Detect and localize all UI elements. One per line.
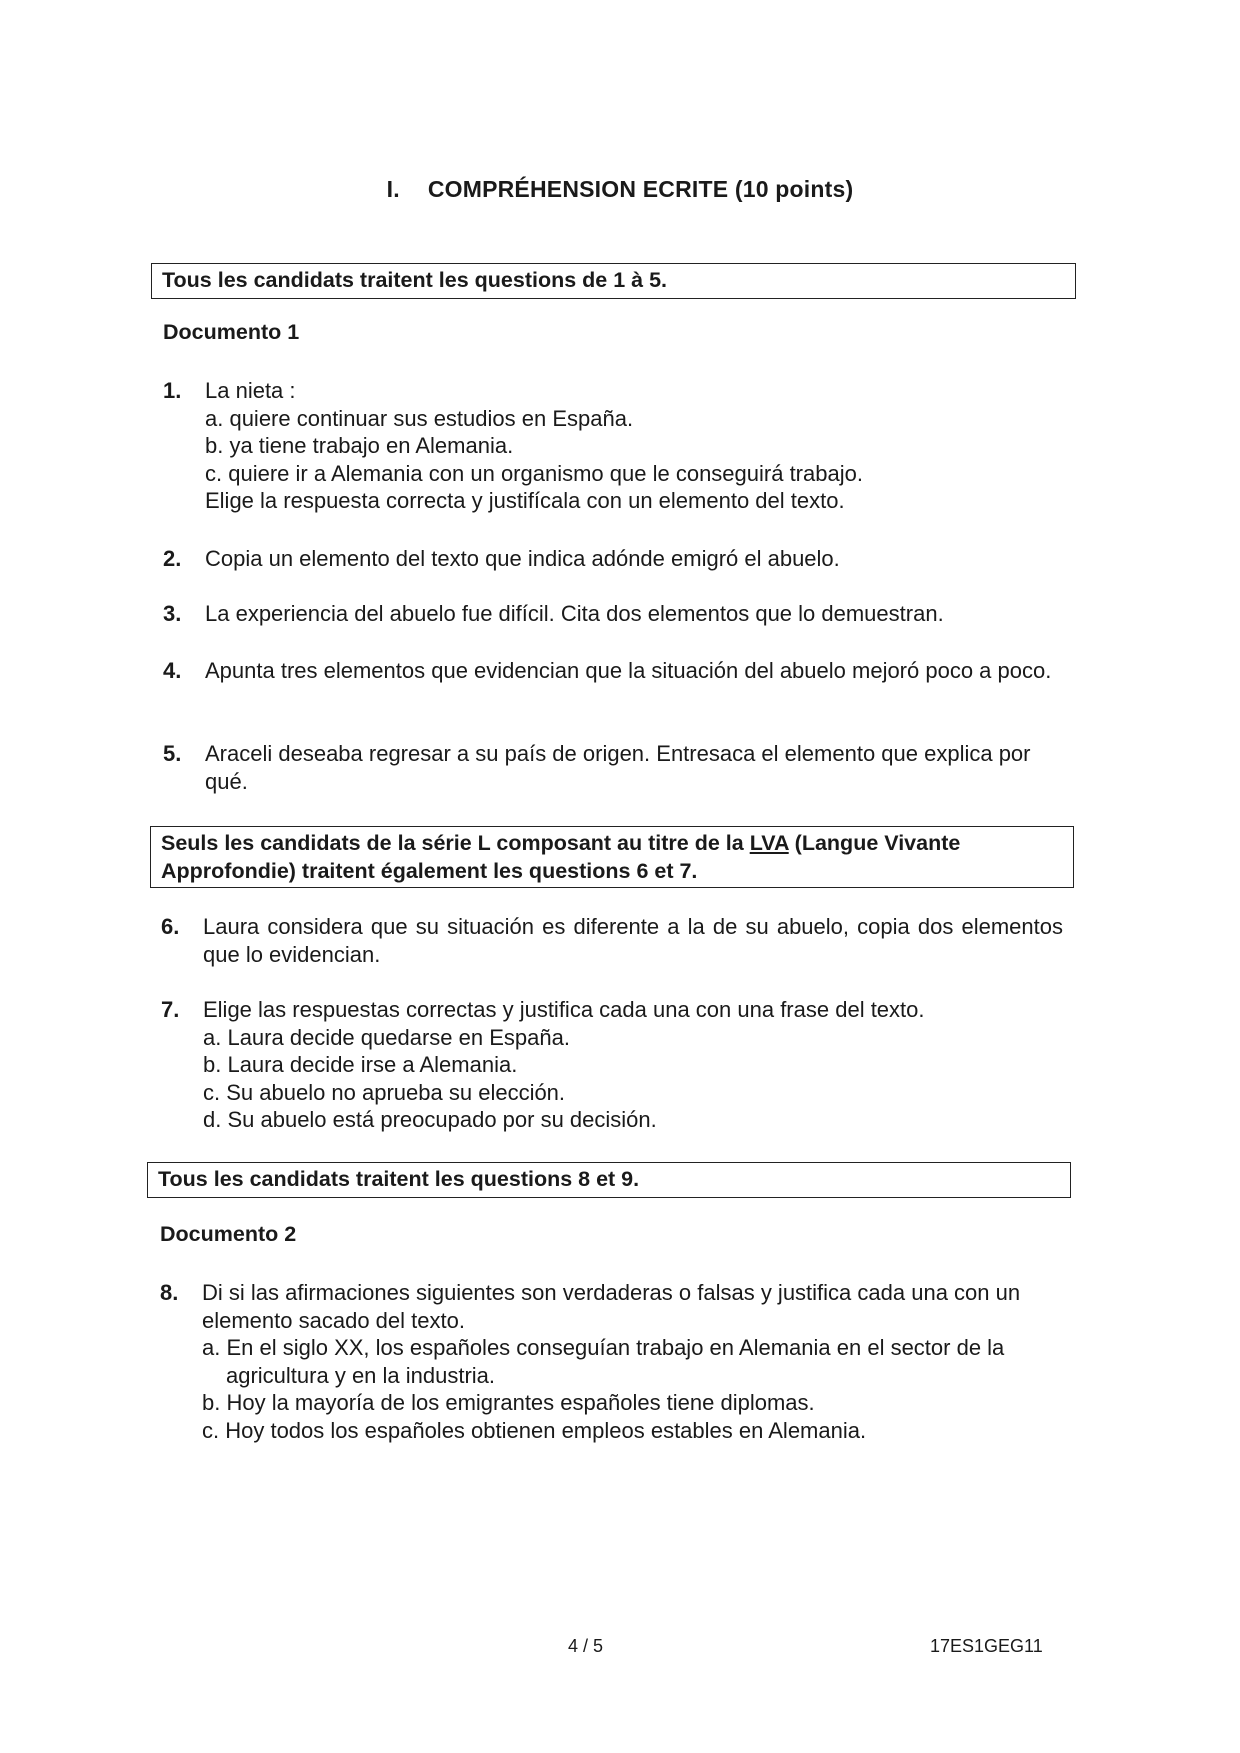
- question-number: 6.: [161, 914, 180, 939]
- option-b: b. Hoy la mayoría de los emigrantes españoles tiene diplomas.: [202, 1390, 815, 1415]
- question-8: [160, 1279, 1063, 1444]
- section-title: [0, 176, 1240, 203]
- document-1-title: Documento 1: [163, 320, 300, 344]
- question-text: Elige las respuestas correctas y justifica cada una con una frase del texto.: [203, 997, 925, 1022]
- option-a: a. quiere continuar sus estudios en España.: [205, 405, 634, 431]
- page-number: 4 / 5: [568, 1636, 604, 1656]
- section-title-text: COMPRÉHENSION ECRITE (10 points): [427, 176, 854, 202]
- question-text: Copia un elemento del texto que indica adónde emigró el abuelo.: [205, 546, 840, 571]
- option-b: b. Laura decide irse a Alemania.: [203, 1052, 518, 1077]
- option-a: a. En el siglo XX, los españoles conseguían trabajo en Alemania en el sector de la agricultura y en la industria.: [202, 1335, 1005, 1388]
- question-6: [161, 913, 1063, 968]
- option-c: c. Su abuelo no aprueba su elección.: [203, 1079, 566, 1105]
- instruction-box-1: Tous les candidats traitent les questions de 1 à 5.: [151, 263, 1076, 299]
- question-7: [161, 996, 1063, 1134]
- question-text: Laura considera que su situación es diferente a la de su abuelo, copia dos elementos que lo evidencian.: [203, 914, 1063, 967]
- option-d: d. Su abuelo está preocupado por su decisión.: [203, 1107, 657, 1132]
- question-3: [163, 600, 1063, 628]
- document-2-title: Documento 2: [160, 1222, 297, 1246]
- question-number: 5.: [163, 741, 182, 766]
- section-number: I.: [386, 176, 400, 202]
- question-number: 4.: [163, 658, 182, 683]
- option-b: b. ya tiene trabajo en Alemania.: [205, 433, 514, 458]
- question-instruction: Elige la respuesta correcta y justifícala con un elemento del texto.: [205, 488, 845, 513]
- exam-code: 17ES1GEG11: [930, 1636, 1043, 1656]
- question-number: 2.: [163, 546, 182, 571]
- question-text: La experiencia del abuelo fue difícil. Cita dos elementos que lo demuestran.: [205, 601, 944, 626]
- lva-abbreviation: LVA: [749, 831, 789, 855]
- question-text: Araceli deseaba regresar a su país de origen. Entresaca el elemento que explica por qué.: [205, 741, 1031, 794]
- option-c: c. quiere ir a Alemania con un organismo que le conseguirá trabajo.: [205, 460, 863, 486]
- box2-text-1: Seuls les candidats de la série L composant au titre de la: [161, 831, 750, 855]
- option-c: c. Hoy todos los españoles obtienen empleos estables en Alemania.: [202, 1417, 867, 1443]
- instruction-box-3: Tous les candidats traitent les questions 8 et 9.: [147, 1162, 1071, 1198]
- question-number: 8.: [160, 1280, 179, 1305]
- question-text: Apunta tres elementos que evidencian que la situación del abuelo mejoró poco a poco.: [205, 658, 1052, 683]
- question-2: [163, 545, 1063, 573]
- question-number: 3.: [163, 601, 182, 626]
- question-5: [163, 740, 1063, 795]
- option-a: a. Laura decide quedarse en España.: [203, 1024, 570, 1050]
- box2-text-2: (Langue Vivante Approfondie) traitent également les questions 6 et 7.: [161, 831, 961, 883]
- question-text: La nieta :: [205, 378, 296, 403]
- question-number: 7.: [161, 997, 180, 1022]
- question-4: [163, 657, 1063, 685]
- question-1: [163, 377, 1063, 515]
- instruction-box-2: [150, 826, 1074, 888]
- question-text: Di si las afirmaciones siguientes son verdaderas o falsas y justifica cada una con un elemento sacado del texto.: [202, 1280, 1021, 1333]
- question-number: 1.: [163, 378, 182, 403]
